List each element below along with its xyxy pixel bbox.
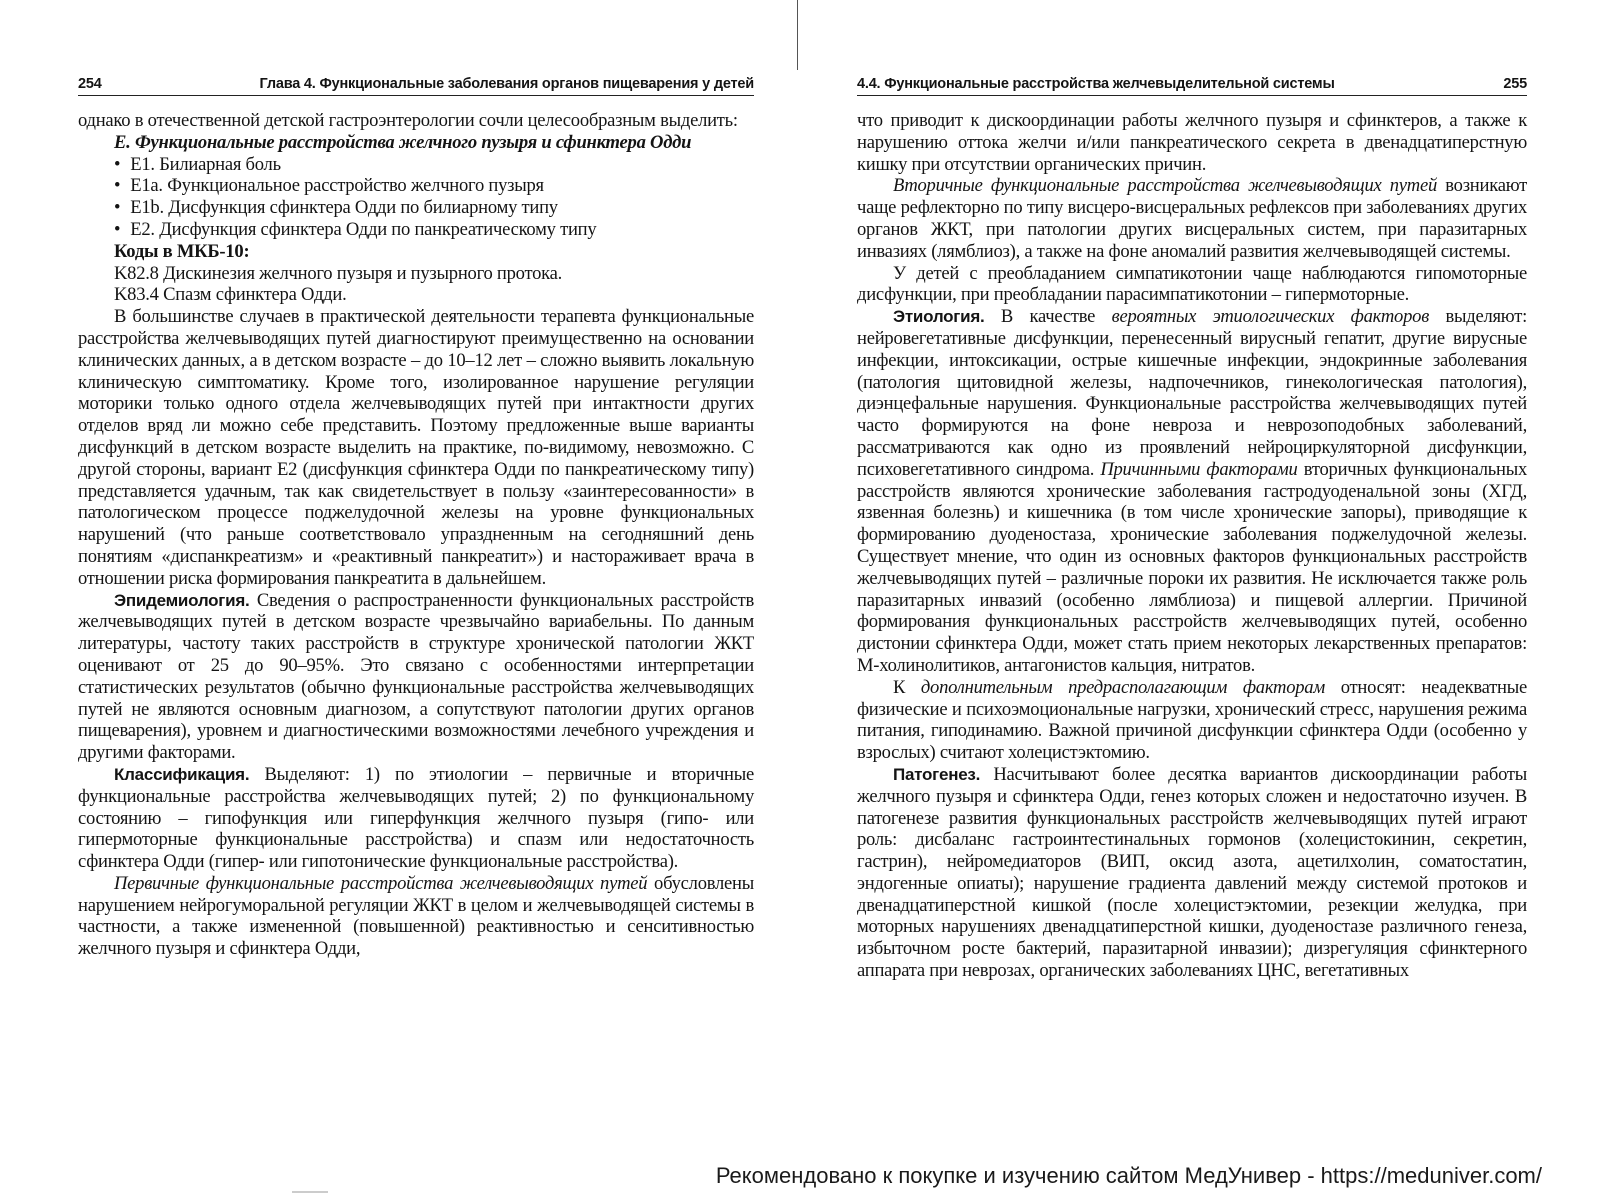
- causal-factors-text: вторичных функциональных расстройств являются хронические заболевания гастродуоденальной зоны (ХГД, язвенная болезнь) и кишечника (в том числе хронические запоры), приводящие к формированию дуоденостаза, хронические заболевания поджелудочной железы. Существует мнение, что один из основных факторов функциональных расстройств желчевыводящих путей – различные пороки их развития. Не исключается также роль паразитарных инвазий (особенно лямблиоза) и пищевой аллергии. Причиной формирования функциональных расстройств желчевыводящих путей, особенно дистонии сфинктера Одди, может стать прием некоторых лекарственных препаратов: М-холинолитиков, антагонистов кальция, нитратов.: [857, 458, 1527, 676]
- etiology-pre: В качестве: [984, 306, 1112, 328]
- left-paragraph-primary: [78, 873, 754, 960]
- right-running-title: 4.4. Функциональные расстройства желчевыделительной системы: [857, 76, 1335, 92]
- scan-artifact: [292, 1191, 328, 1193]
- etiology-text: выделяют: нейровегетативные дисфункции, перенесенный вирусный гепатит, другие вирусные инфекции, интоксикации, острые кишечные инфекции, эндокринные заболевания (патология щитовидной железы, надпочечников, гинекологическая патология), диэнцефальные нарушения. Функциональные расстройства желчевыводящих путей часто формируются на фоне невроза и неврозоподобных заболеваний, рассматриваются как одно из проявлений нейроциркуляторной дисфункции, психовегетативного синдрома.: [857, 306, 1527, 480]
- additional-pre: К: [893, 676, 921, 698]
- left-paragraph-classification: [78, 764, 754, 873]
- left-running-title: Глава 4. Функциональные заболевания органов пищеварения у детей: [259, 76, 754, 92]
- left-paragraph-epidemiology: [78, 590, 754, 764]
- right-paragraph-sympathicotonia: У детей с преобладанием симпатикотонии чаще наблюдаются гипомоторные дисфункции, при преобладании парасимпатикотонии – гипермоторные.: [857, 262, 1527, 306]
- additional-factors-term: дополнительным предрасполагающим факторам: [920, 676, 1325, 698]
- causal-factors-term: Причинными факторами: [1100, 458, 1298, 480]
- left-paragraph-intro: однако в отечественной детской гастроэнтерологии сочли целесообразным выделить:: [78, 110, 738, 131]
- primary-disorders-term: Первичные функциональные расстройства желчевыводящих путей: [114, 872, 648, 894]
- classification-label: Классификация.: [114, 764, 250, 784]
- right-paragraph-secondary: [857, 175, 1527, 262]
- icd-code-line: K82.8 Дискинезия желчного пузыря и пузырного протока.: [114, 262, 563, 284]
- right-body: [857, 110, 1527, 982]
- additional-factors-text: относят: неадекватные физические и психоэмоциональные нагрузки, хронический стресс, нарушения режима питания, гиподинамию. Важной причиной дисфункции сфинктера Одди (особенно у взрослых) считают холецистэктомию.: [857, 676, 1527, 764]
- left-paragraph-practice: В большинстве случаев в практической деятельности терапевта функциональные расстройства желчевыводящих путей диагностируют преимущественно на основании клинических данных, а в детском возрасте – до 10–12 лет – сложно выявить локальную клиническую симптоматику. Кроме того, изолированное нарушение регуляции моторики только одного отдела желчевыводящих путей при интактности других отделов вряд ли можно себе представить. Поэтому предложенные выше варианты дисфункций в детском возрасте выделить на практике, по-видимому, невозможно. С другой стороны, вариант E2 (дисфункция сфинктера Одди по панкреатическому типу) представляется удачным, так как свидетельствует в пользу «заинтересованности» в патологическом процессе поджелудочной железы на уровне функциональных нарушений (что раньше соответствовало упраздненным на сегодняшний день понятиям «диспанкреатизм» и «реактивный панкреатит») и настораживает врача в отношении риска формирования панкреатита в дальнейшем.: [78, 306, 754, 589]
- list-item: • E1b. Дисфункция сфинктера Одди по билиарному типу: [114, 197, 754, 219]
- book-gutter-line: [797, 0, 798, 70]
- classification-text: Выделяют: 1) по этиологии – первичные и вторичные функциональные расстройства желчевыводящих путей; 2) по функциональному состоянию – гипофункция или гиперфункция желчного пузыря (гипо- или гипермоторные функциональные расстройства) и спазм или недостаточность сфинктера Одди (гипер- или гипотонические функциональные расстройства).: [78, 763, 754, 873]
- right-paragraph-etiology: [857, 306, 1527, 677]
- classification-list: [78, 154, 754, 241]
- primary-disorders-text: обусловлены нарушением нейрогуморальной регуляции ЖКТ в целом и желчевыводящей системы в частности, а также измененной (повышенной) реактивностью и сенситивностью желчного пузыря и сфинктера Одди,: [78, 872, 754, 960]
- icd-code-line: K83.4 Спазм сфинктера Одди.: [114, 284, 347, 306]
- right-paragraph-pathogenesis: [857, 764, 1527, 982]
- left-body: [78, 110, 754, 960]
- epidemiology-text: Сведения о распространенности функциональных расстройств желчевыводящих путей в детском возрасте чрезвычайно вариабельны. По данным литературы, частоту таких расстройств в структуре хронической патологии ЖКТ оценивают от 25 до 90–95%. Это связано с особенностями интерпретации статистических результатов (обычно функциональные расстройства желчевыводящих путей не являются основным диагнозом, а сопутствуют патологии других органов пищеварения), уровнем и диагностическими возможностями лечебного учреждения и другими факторами.: [78, 589, 754, 764]
- epidemiology-label: Эпидемиология.: [114, 590, 250, 610]
- right-running-head: [857, 76, 1527, 96]
- left-page-number: 254: [78, 76, 102, 92]
- left-page: [78, 76, 754, 960]
- right-page: [857, 76, 1527, 982]
- etiology-term: вероятных этиологических факторов: [1111, 306, 1430, 328]
- right-page-number: 255: [1503, 76, 1527, 92]
- etiology-label: Этиология.: [893, 307, 985, 327]
- footer-recommendation: Рекомендовано к покупке и изучению сайтом МедУнивер - https://meduniver.com/: [715, 1163, 1542, 1188]
- list-item: • E1. Билиарная боль: [114, 154, 754, 176]
- right-paragraph-continued: что приводит к дискоординации работы желчного пузыря и сфинктеров, а также к нарушению оттока желчи и/или панкреатического секрета в двенадцатиперстную кишку при отсутствии органических причин.: [857, 110, 1527, 175]
- section-subheading: Е. Функциональные расстройства желчного пузыря и сфинктера Одди: [114, 131, 692, 153]
- secondary-disorders-term: Вторичные функциональные расстройства желчевыводящих путей: [893, 175, 1438, 197]
- left-running-head: [78, 76, 754, 96]
- list-item: • E2. Дисфункция сфинктера Одди по панкреатическому типу: [114, 219, 754, 241]
- icd-codes-title: Коды в МКБ-10:: [114, 240, 250, 262]
- list-item: • E1a. Функциональное расстройство желчного пузыря: [114, 175, 754, 197]
- pathogenesis-label: Патогенез.: [893, 764, 981, 784]
- secondary-disorders-text: возникают чаще рефлекторно по типу висцеро-висцеральных рефлексов при заболеваниях других органов ЖКТ, при патологии других висцеральных систем, при паразитарных инвазиях (лямблиоз), а также на фоне аномалий развития желчевыводящей системы.: [857, 175, 1527, 262]
- right-paragraph-additional: [857, 677, 1527, 764]
- pathogenesis-text: Насчитывают более десятка вариантов дискоординации работы желчного пузыря и сфинктера Одди, генез которых сложен и недостаточно изучен. В патогенезе развития функциональных расстройств желчевыводящих путей играют роль: дисбаланс гастроинтестинальных гормонов (холецистокинин, секретин, гастрин), нейромедиаторов (ВИП, оксид азота, ацетилхолин, соматостатин, эндогенные опиаты); нарушение градиента давлений между системой протоков и двенадцатиперстной кишкой (после холецистэктомии, резекции желудка, при моторных нарушениях двенадцатиперстной кишки, дуоденостазе различного генеза, избыточном росте бактерий, паразитарной инвазии); дизрегуляция сфинктерного аппарата при неврозах, органических заболеваниях ЦНС, вегетативных: [857, 763, 1527, 982]
